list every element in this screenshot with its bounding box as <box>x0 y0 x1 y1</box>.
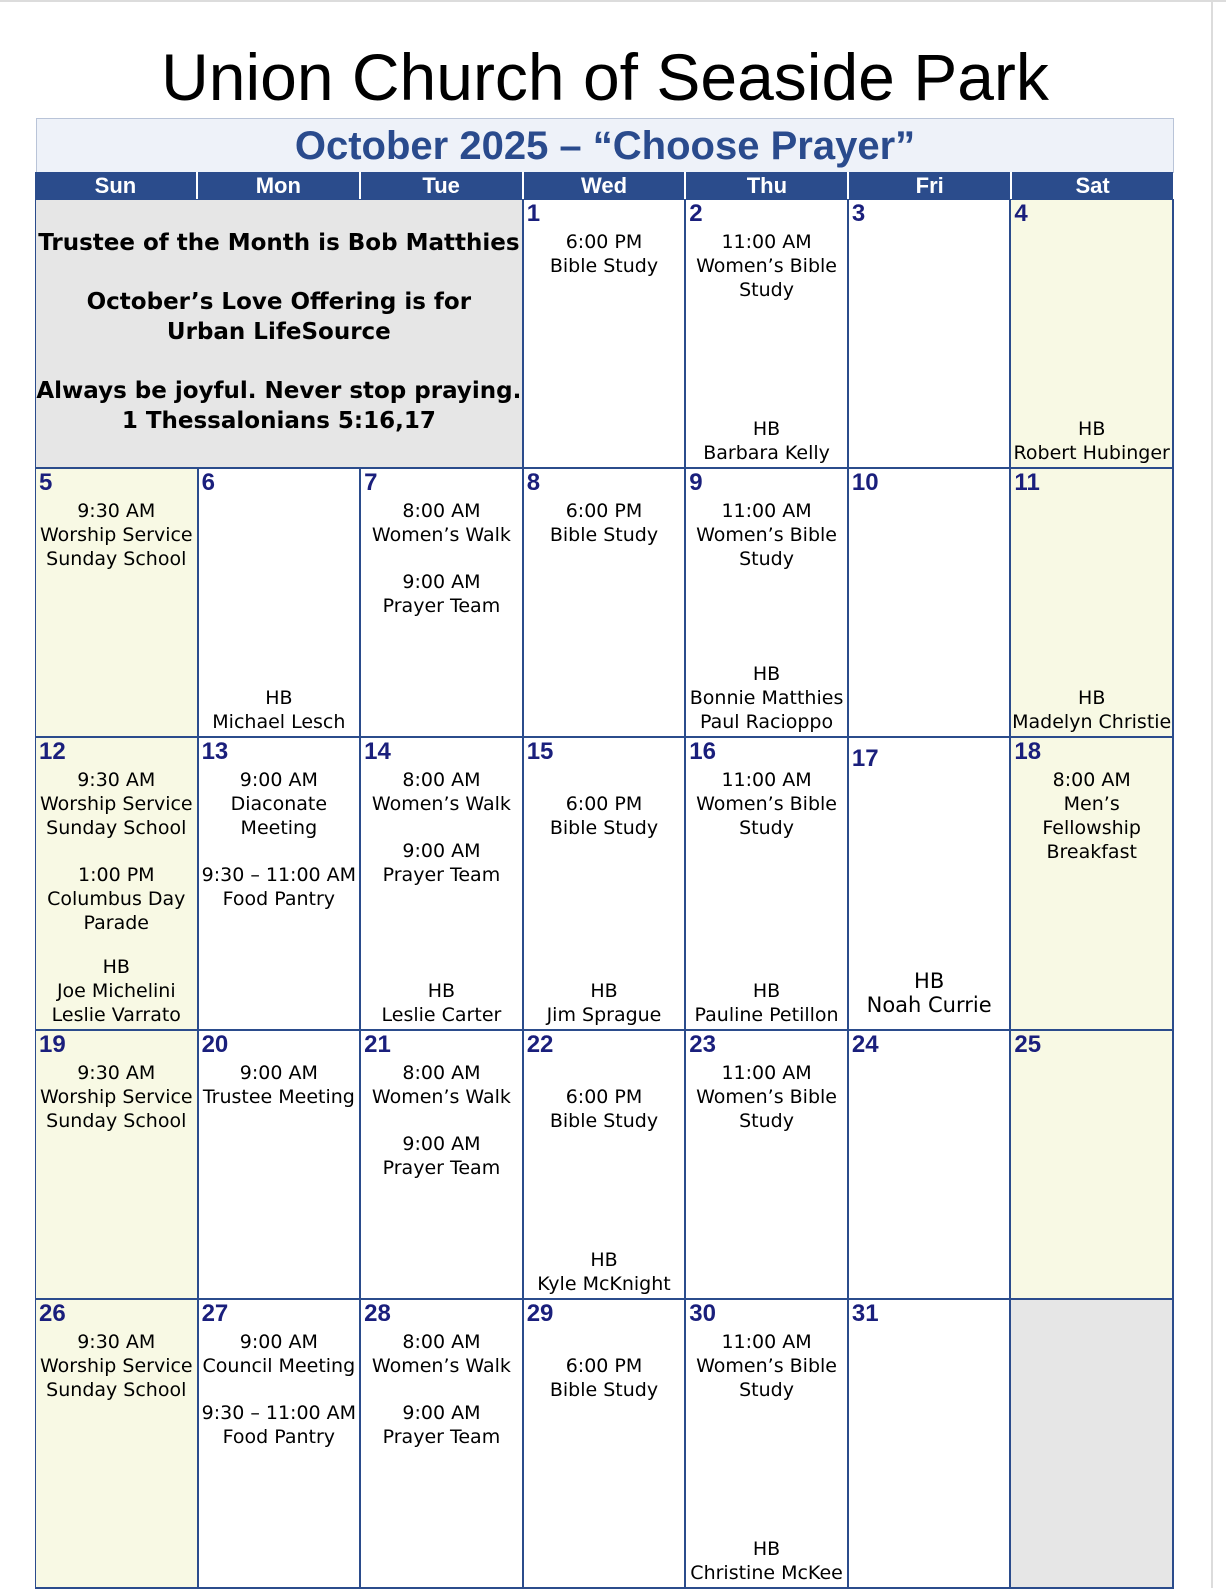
calendar-event <box>199 863 360 911</box>
trustee-notice: Trustee of the Month is Bob Matthies <box>38 230 520 256</box>
event-time: 9:00 AM <box>239 1062 318 1084</box>
day-cell-16 <box>686 738 849 1031</box>
day-number: 15 <box>526 738 554 765</box>
month-heading: October 2025 – “Choose Prayer” <box>36 118 1174 173</box>
event-time: 6:00 PM <box>565 1355 643 1377</box>
day-cell-31 <box>849 1300 1012 1589</box>
event-list <box>199 1330 360 1472</box>
event-time: 8:00 AM <box>1052 769 1131 791</box>
calendar-event <box>686 230 847 302</box>
event-title: Prayer Team <box>382 1426 501 1448</box>
day-cell-11 <box>1011 469 1174 738</box>
day-number: 3 <box>851 200 866 227</box>
event-title: Women’s Bible <box>696 255 837 277</box>
event-time: 11:00 AM <box>721 769 812 791</box>
day-number: 17 <box>851 745 879 772</box>
event-title: Women’s Bible <box>696 1086 837 1108</box>
calendar-event <box>524 499 685 547</box>
day-number: 29 <box>526 1300 554 1327</box>
day-cell-23 <box>686 1031 849 1300</box>
event-time: 8:00 AM <box>402 1062 481 1084</box>
birthday-label: HB <box>752 663 781 685</box>
event-list <box>686 230 847 325</box>
day-cell-29 <box>524 1300 687 1589</box>
event-list <box>361 768 522 910</box>
day-cell-26 <box>36 1300 199 1589</box>
event-time: 9:30 AM <box>77 500 156 522</box>
event-title: Study <box>739 548 794 570</box>
day-number: 1 <box>526 200 541 227</box>
dow-thu: Thu <box>686 172 849 199</box>
birthday-list <box>1011 686 1172 734</box>
birthday-name: Noah Currie <box>866 993 992 1017</box>
event-title: Women’s Walk <box>371 1355 511 1377</box>
day-number: 18 <box>1014 738 1042 765</box>
day-number: 24 <box>851 1031 879 1058</box>
page-edge-top <box>0 0 1226 2</box>
birthday-label: HB <box>752 980 781 1002</box>
event-list <box>36 768 197 958</box>
birthday-label: HB <box>590 1249 618 1271</box>
day-number: 8 <box>526 469 541 496</box>
birthday-list <box>849 969 1010 1017</box>
event-list <box>36 1330 197 1425</box>
birthday-name: Jim Sprague <box>546 1004 662 1026</box>
event-time: 1:00 PM <box>78 864 155 886</box>
event-time: 9:00 AM <box>402 1402 481 1424</box>
event-list <box>686 1330 847 1425</box>
event-title: Study <box>739 817 794 839</box>
event-title: Worship Service <box>39 1086 193 1108</box>
calendar-event <box>361 768 522 816</box>
event-title: Study <box>739 1379 794 1401</box>
day-cell-27 <box>199 1300 362 1589</box>
birthday-list <box>686 979 847 1027</box>
event-title: Food Pantry <box>222 1426 336 1448</box>
event-title: Trustee Meeting <box>202 1086 355 1108</box>
calendar-event <box>361 839 522 887</box>
day-cell-18 <box>1011 738 1174 1031</box>
event-time: 9:00 AM <box>239 769 318 791</box>
calendar-event <box>36 768 197 840</box>
calendar-event <box>686 499 847 571</box>
day-cell-5 <box>36 469 199 738</box>
birthday-label: HB <box>752 1538 781 1560</box>
birthday-label: HB <box>752 418 781 440</box>
calendar-event <box>36 1061 197 1133</box>
birthday-label: HB <box>1078 418 1106 440</box>
day-cell-25 <box>1011 1031 1174 1300</box>
event-title: Worship Service <box>39 524 193 546</box>
day-number: 23 <box>689 1031 716 1058</box>
event-time: 8:00 AM <box>402 1331 481 1353</box>
birthday-list <box>36 955 197 1027</box>
event-title: Prayer Team <box>382 595 501 617</box>
calendar-event <box>361 1061 522 1109</box>
scripture-verse: Always be joyful. Never stop praying. 1 Thessalonians 5:16,17 <box>36 378 522 434</box>
event-title: Women’s Walk <box>371 793 511 815</box>
day-cell-12 <box>36 738 199 1031</box>
event-title: Diaconate <box>230 793 328 815</box>
event-list <box>524 792 685 863</box>
day-number: 12 <box>39 738 66 765</box>
birthday-label: HB <box>102 956 130 978</box>
birthday-label: HB <box>265 687 293 709</box>
dow-tue: Tue <box>361 172 524 199</box>
birthday-label: HB <box>1078 687 1106 709</box>
day-cell-17 <box>849 738 1012 1031</box>
dow-sun: Sun <box>35 172 198 199</box>
event-time: 6:00 PM <box>565 1086 643 1108</box>
birthday-name: Michael Lesch <box>212 711 346 733</box>
day-number: 4 <box>1014 200 1028 227</box>
calendar-event <box>199 1061 360 1109</box>
birthday-name: Leslie Carter <box>381 1004 502 1026</box>
event-time: 9:00 AM <box>239 1331 318 1353</box>
event-time: 8:00 AM <box>402 500 481 522</box>
day-number: 27 <box>201 1300 229 1327</box>
day-cell-6 <box>199 469 362 738</box>
calendar-event <box>686 1330 847 1402</box>
calendar-event <box>686 1061 847 1133</box>
day-cell-21 <box>361 1031 524 1300</box>
event-time: 11:00 AM <box>721 231 812 253</box>
event-list <box>686 1061 847 1156</box>
event-title: Sunday School <box>46 1379 187 1401</box>
day-number: 20 <box>201 1031 229 1058</box>
calendar-event <box>524 792 685 840</box>
day-cell-28 <box>361 1300 524 1589</box>
birthday-list <box>1011 417 1172 465</box>
calendar-event <box>36 1330 197 1402</box>
day-number: 30 <box>689 1300 716 1327</box>
love-offering-notice: October’s Love Offering is for Urban LifeSource <box>86 289 472 345</box>
calendar-event <box>361 1401 522 1449</box>
birthday-name: Paul Racioppo <box>699 711 834 733</box>
day-number: 9 <box>689 469 703 496</box>
day-number: 25 <box>1014 1031 1042 1058</box>
event-title: Council Meeting <box>202 1355 356 1377</box>
calendar-event <box>361 570 522 618</box>
day-cell-24 <box>849 1031 1012 1300</box>
day-number: 7 <box>364 469 378 496</box>
birthday-label: HB <box>914 969 945 993</box>
dow-mon: Mon <box>198 172 361 199</box>
event-title: Bible Study <box>549 817 659 839</box>
event-time: 9:30 AM <box>77 1331 156 1353</box>
event-title: Columbus Day <box>47 888 186 910</box>
event-time: 9:30 – 11:00 AM <box>201 864 357 886</box>
day-number: 13 <box>201 738 229 765</box>
dow-fri: Fri <box>849 172 1012 199</box>
event-title: Breakfast <box>1046 841 1137 863</box>
event-title: Bible Study <box>549 1110 659 1132</box>
day-cell-20 <box>199 1031 362 1300</box>
event-title: Prayer Team <box>382 864 501 886</box>
day-number: 11 <box>1014 469 1040 496</box>
day-number: 22 <box>526 1031 554 1058</box>
birthday-label: HB <box>590 980 618 1002</box>
birthday-name: Robert Hubinger <box>1013 442 1170 464</box>
birthday-list <box>524 1248 685 1296</box>
birthday-name: Kyle McKnight <box>537 1273 671 1295</box>
calendar-event <box>1011 768 1172 864</box>
birthday-list <box>686 662 847 734</box>
day-cell-22 <box>524 1031 687 1300</box>
event-list <box>199 1061 360 1132</box>
event-title: Women’s Bible <box>696 793 837 815</box>
calendar-event <box>199 1401 360 1449</box>
day-cell-9 <box>686 469 849 738</box>
event-list <box>686 499 847 594</box>
event-time: 9:30 AM <box>77 769 156 791</box>
event-list <box>524 499 685 570</box>
empty-day-cell <box>1011 1300 1174 1589</box>
event-title: Sunday School <box>46 1110 187 1132</box>
day-cell-30 <box>686 1300 849 1589</box>
event-title: Men’s Fellowship <box>1042 793 1141 839</box>
day-number: 2 <box>689 200 703 227</box>
day-number: 16 <box>689 738 716 765</box>
event-time: 11:00 AM <box>721 1062 812 1084</box>
birthday-name: Pauline Petillon <box>694 1004 839 1026</box>
calendar-event <box>686 768 847 840</box>
notice-box <box>36 200 524 469</box>
birthday-list <box>361 979 522 1027</box>
event-list <box>36 1061 197 1156</box>
event-title: Prayer Team <box>382 1157 501 1179</box>
birthday-list <box>524 979 685 1027</box>
birthday-name: Bonnie Matthies <box>689 687 844 709</box>
event-time: 6:00 PM <box>565 793 643 815</box>
birthday-list <box>686 417 847 465</box>
event-title: Study <box>739 1110 794 1132</box>
calendar-event <box>361 1132 522 1180</box>
event-title: Women’s Walk <box>371 524 511 546</box>
calendar-event <box>361 499 522 547</box>
day-cell-19 <box>36 1031 199 1300</box>
calendar-event <box>361 1330 522 1378</box>
day-number: 31 <box>851 1300 879 1327</box>
day-number: 10 <box>851 469 879 496</box>
event-list <box>686 768 847 863</box>
event-list <box>524 230 685 301</box>
day-cell-2 <box>686 200 849 469</box>
event-title: Meeting <box>240 817 318 839</box>
event-time: 9:00 AM <box>402 571 481 593</box>
day-cell-14 <box>361 738 524 1031</box>
calendar-grid <box>35 199 1174 1589</box>
birthday-name: Joe Michelini <box>56 980 176 1002</box>
birthday-name: Leslie Varrato <box>51 1004 181 1026</box>
day-cell-4 <box>1011 200 1174 469</box>
day-cell-13 <box>199 738 362 1031</box>
event-title: Bible Study <box>549 524 659 546</box>
day-cell-7 <box>361 469 524 738</box>
event-time: 9:30 – 11:00 AM <box>201 1402 357 1424</box>
event-title: Women’s Walk <box>371 1086 511 1108</box>
birthday-name: Christine McKee <box>690 1562 843 1584</box>
event-title: Worship Service <box>39 1355 193 1377</box>
event-title: Bible Study <box>549 1379 659 1401</box>
event-time: 9:00 AM <box>402 1133 481 1155</box>
day-cell-10 <box>849 469 1012 738</box>
birthday-list <box>199 686 360 734</box>
event-time: 11:00 AM <box>721 500 812 522</box>
day-cell-3 <box>849 200 1012 469</box>
calendar-event <box>524 1085 685 1133</box>
page-title: Union Church of Seaside Park <box>161 40 1049 114</box>
event-time: 11:00 AM <box>721 1331 812 1353</box>
dow-sat: Sat <box>1012 172 1173 199</box>
day-number: 21 <box>364 1031 391 1058</box>
event-list <box>361 1061 522 1203</box>
event-list <box>1011 768 1172 887</box>
day-number: 5 <box>39 469 53 496</box>
event-list <box>199 768 360 934</box>
dow-wed: Wed <box>524 172 687 199</box>
event-time: 8:00 AM <box>402 769 481 791</box>
day-number: 26 <box>39 1300 66 1327</box>
event-title: Food Pantry <box>222 888 336 910</box>
birthday-name: Barbara Kelly <box>703 442 830 464</box>
event-list <box>36 499 197 594</box>
event-title: Sunday School <box>46 817 187 839</box>
day-number: 6 <box>201 469 215 496</box>
event-title: Sunday School <box>46 548 187 570</box>
calendar-event <box>524 1354 685 1402</box>
calendar-event <box>199 768 360 840</box>
event-title: Women’s Bible <box>696 524 837 546</box>
day-number: 19 <box>39 1031 66 1058</box>
birthday-list <box>686 1537 847 1585</box>
event-title: Study <box>739 279 794 301</box>
day-of-week-header <box>35 172 1173 199</box>
event-time: 9:30 AM <box>77 1062 156 1084</box>
event-time: 6:00 PM <box>565 500 643 522</box>
day-cell-15 <box>524 738 687 1031</box>
day-number: 28 <box>364 1300 391 1327</box>
event-title: Women’s Bible <box>696 1355 837 1377</box>
calendar-event <box>199 1330 360 1378</box>
event-list <box>361 1330 522 1472</box>
day-number: 14 <box>364 738 391 765</box>
birthday-label: HB <box>427 980 456 1002</box>
calendar-event <box>36 499 197 571</box>
event-title: Worship Service <box>39 793 193 815</box>
calendar-event <box>524 230 685 278</box>
birthday-name: Madelyn Christie <box>1012 711 1172 733</box>
calendar-event <box>36 863 197 935</box>
page-edge-right <box>1211 0 1213 1588</box>
event-list <box>524 1354 685 1425</box>
event-list <box>524 1085 685 1156</box>
day-cell-1 <box>524 200 687 469</box>
event-list <box>361 499 522 641</box>
event-time: 6:00 PM <box>565 231 643 253</box>
day-cell-8 <box>524 469 687 738</box>
event-time: 9:00 AM <box>402 840 481 862</box>
event-title: Bible Study <box>549 255 659 277</box>
event-title: Parade <box>83 912 149 934</box>
